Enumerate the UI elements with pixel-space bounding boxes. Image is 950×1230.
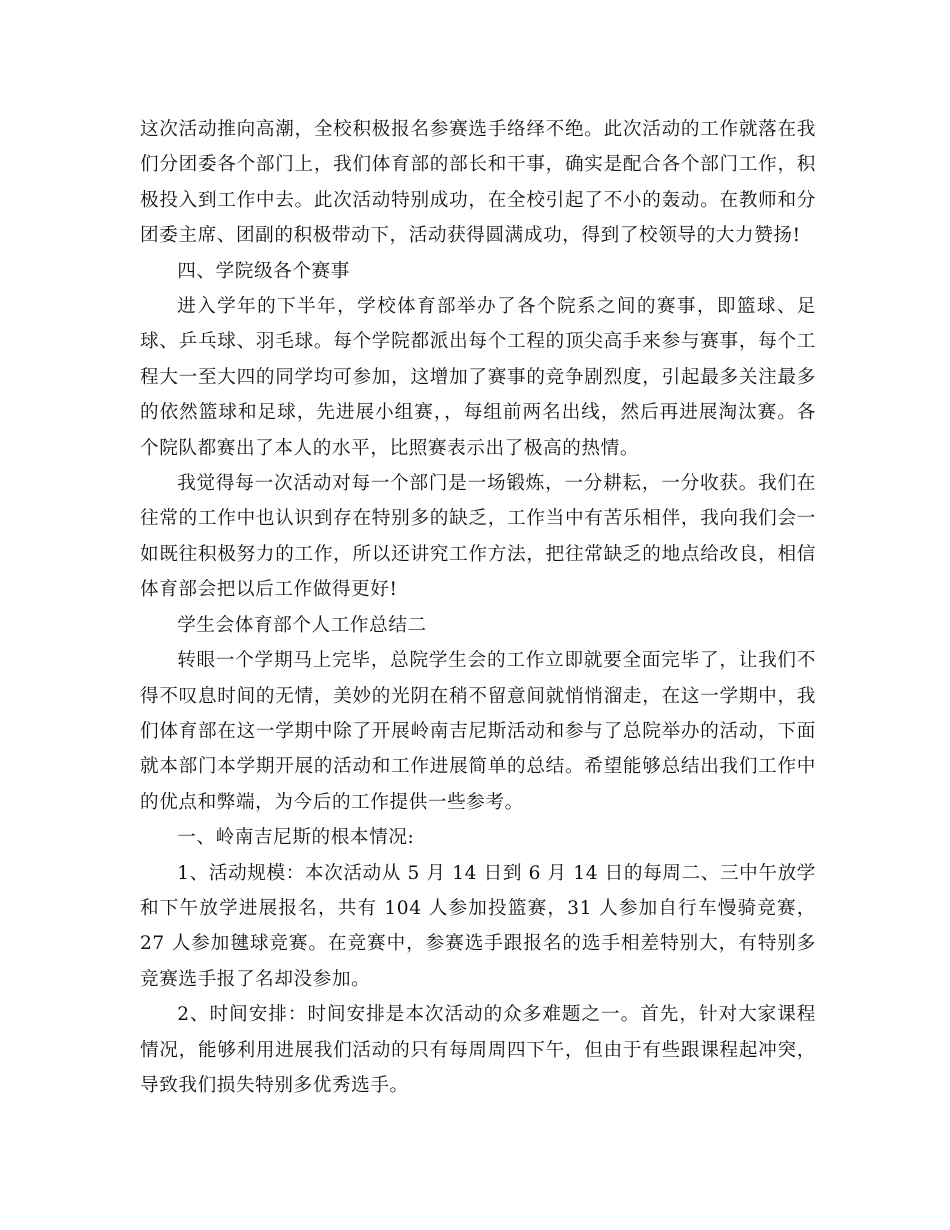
paragraph-reflection: 我觉得每一次活动对每一个部门是一场锻炼，一分耕耘，一分收获。我们在往常的工作中也认识到存在特别多的缺乏，工作当中有苦乐相伴，我向我们会一如既往积极努力的工作，所以还讲究工作方法，把往常缺乏的地点给改良，相信体育部会把以后工作做得更好! — [140, 473, 816, 601]
section-heading-college-events: 四、学院级各个赛事 — [177, 260, 350, 282]
paragraph-continuation: 这次活动推向高潮，全校积极报名参赛选手络绎不绝。此次活动的工作就落在我们分团委各个部门上，我们体育部的部长和干事，确实是配合各个部门工作，积极投入到工作中去。此次活动特别成功，在全校引起了不小的轰动。在教师和分团委主席、团副的积极带动下，活动获得圆满成功，得到了校领导的大力赞扬! — [140, 119, 816, 247]
paragraph-semester-intro: 转眼一个学期马上完毕，总院学生会的工作立即就要全面完毕了，让我们不得不叹息时间的无情，美妙的光阴在稍不留意间就悄悄溜走，在这一学期中，我们体育部在这一学期中除了开展岭南吉尼斯活动和参与了总院举办的活动，下面就本部门本学期开展的活动和工作进展简单的总结。希望能够总结出我们工作中的优点和弊端，为今后的工作提供一些参考。 — [140, 650, 816, 813]
section-heading-summary-two: 学生会体育部个人工作总结二 — [177, 614, 427, 636]
paragraph-activity-scale: 1、活动规模：本次活动从 5 月 14 日到 6 月 14 日的每周二、三中午放学和下午放学进展报名，共有 104 人参加投篮赛，31 人参加自行车慢骑竞赛，27 人参加毽球竞赛。在竞赛中，参赛选手跟报名的选手相差特别大，有特别多竞赛选手报了名却没参加。 — [140, 862, 816, 990]
document-page — [140, 112, 816, 1192]
section-heading-lingnan-guinness: 一、岭南吉尼斯的根本情况: — [177, 827, 415, 849]
paragraph-time-arrangement: 2、时间安排：时间安排是本次活动的众多难题之一。首先，针对大家课程情况，能够利用进展我们活动的只有每周周四下午，但由于有些跟课程起冲突，导致我们损失特别多优秀选手。 — [140, 1004, 816, 1096]
paragraph-college-events: 进入学年的下半年，学校体育部举办了各个院系之间的赛事，即篮球、足球、乒乓球、羽毛球。每个学院都派出每个工程的顶尖高手来参与赛事，每个工程大一至大四的同学均可参加，这增加了赛事的竞争剧烈度，引起最多关注最多的依然篮球和足球，先进展小组赛，，每组前两名出线，然后再进展淘汰赛。各个院队都赛出了本人的水平，比照赛表示出了极高的热情。 — [140, 296, 816, 459]
